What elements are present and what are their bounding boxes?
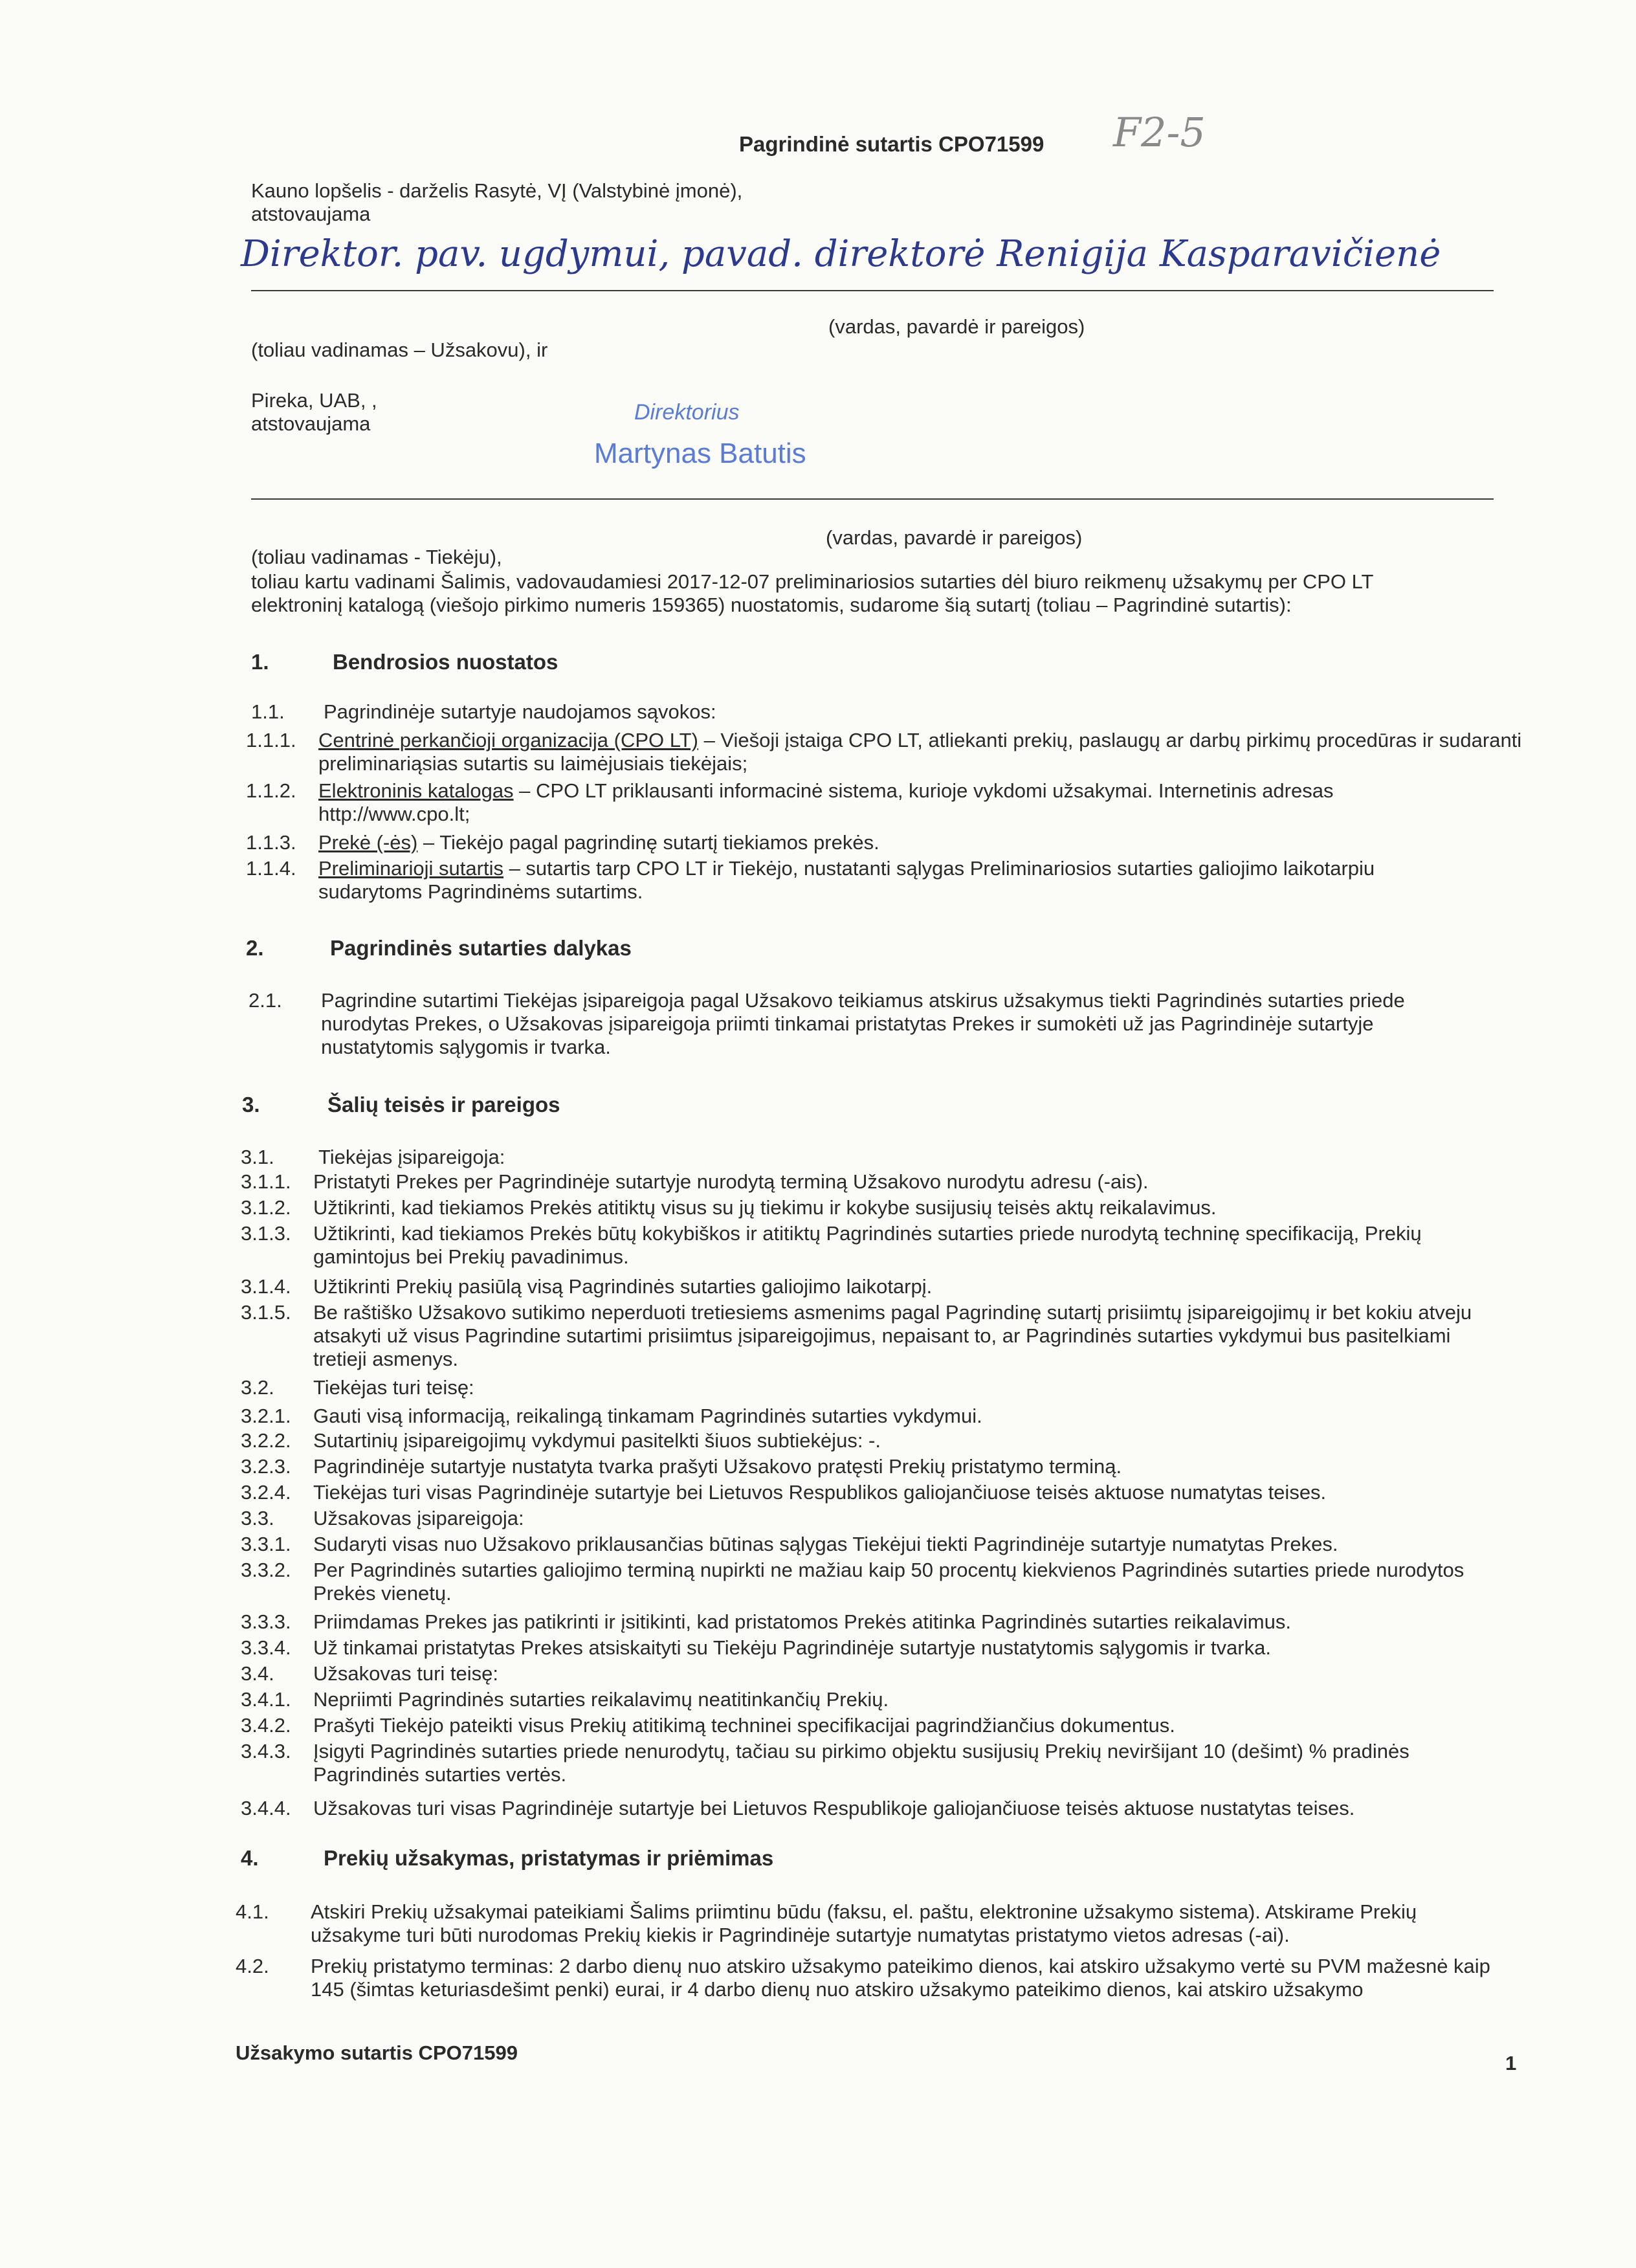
clause-number: 3.2.3. xyxy=(241,1455,291,1478)
customer-name: Kauno lopšelis - darželis Rasytė, VĮ (Valstybinė įmonė), xyxy=(251,179,743,202)
clause-number: 3.2.4. xyxy=(241,1481,291,1504)
clause-number: 3.4.2. xyxy=(241,1714,291,1737)
clause-definition xyxy=(318,857,1483,904)
customer-represented-label: atstovaujama xyxy=(251,203,371,225)
clause-text: Užsakovas įsipareigoja: xyxy=(313,1507,524,1529)
clause-text: Užtikrinti, kad tiekiamos Prekės atitiktų visus su jų tiekimu ir kokybe susijusių teisės aktų reikalavimus. xyxy=(313,1196,1217,1219)
defined-term: Centrinė perkančioji organizacija (CPO LT) xyxy=(318,729,698,751)
customer-handwritten-signature: Direktor. pav. ugdymui, pavad. direktorė Renigija Kasparavičienė xyxy=(241,233,1441,275)
clause-number: 2.1. xyxy=(249,989,282,1012)
clause-text: Per Pagrindinės sutarties galiojimo terminą nupirkti ne mažiau kaip 50 procentų kiekvienos Pagrindinės sutarties priede nurodytos Prekės vienetų. xyxy=(313,1559,1465,1605)
clause-number: 3.3. xyxy=(241,1507,274,1529)
clause-text: Įsigyti Pagrindinės sutarties priede nenurodytų, tačiau su pirkimo objektu susijusių Prekių neviršijant 10 (dešimt) % pradinės Pagrindinės sutarties vertės. xyxy=(313,1740,1409,1786)
section-1-number: 1. xyxy=(251,650,269,674)
clause-text: Prašyti Tiekėjo pateikti visus Prekių atitikimą techninei specifikacijai pagrindžiančius dokumentus. xyxy=(313,1714,1175,1737)
clause-number: 3.2.2. xyxy=(241,1429,291,1452)
name-caption-supplier: (vardas, pavardė ir pareigos) xyxy=(826,526,1083,549)
clause-text: Tiekėjas turi teisę: xyxy=(313,1376,474,1399)
clause-text: Prekių pristatymo terminas: 2 darbo dienų nuo atskiro užsakymo pateikimo dienos, kai atskiro užsakymo vertė su PVM mažesnė kaip 145 (šimtas keturiasdešimt penki) eurai, ir 4 darbo dienų nuo atskiro užsakymo pateikimo dienos, kai atskiro užsakymo xyxy=(311,1955,1490,2001)
clause-number: 3.1.1. xyxy=(241,1170,291,1193)
clause-text: Tiekėjas įsipareigoja: xyxy=(318,1146,505,1168)
clause-definition xyxy=(318,779,1470,826)
name-caption-customer: (vardas, pavardė ir pareigos) xyxy=(828,315,1085,338)
footer-contract-id: Užsakymo sutartis CPO71599 xyxy=(236,2041,518,2064)
clause-number: 3.3.1. xyxy=(241,1533,291,1555)
clause-number: 3.3.3. xyxy=(241,1610,291,1633)
clause-number: 1.1.4. xyxy=(246,857,296,880)
section-1-title: Bendrosios nuostatos xyxy=(333,650,558,674)
clause-text: Pagrindine sutartimi Tiekėjas įsipareigoja pagal Užsakovo teikiamus atskirus užsakymus tiekti Pagrindinės sutarties priede nurodytas Prekes, o Užsakovas įsipareigoja priimti tinkamai pristatytas Prekes ir sumokėti už jas Pagrindinėje sutartyje nustatytomis sąlygomis ir tvarka. xyxy=(321,989,1405,1058)
clause-text: Priimdamas Prekes jas patikrinti ir įsitikinti, kad pristatomos Prekės atitinka Pagrindinės sutarties reikalavimus. xyxy=(313,1610,1291,1633)
clause-text: Nepriimti Pagrindinės sutarties reikalavimų neatitinkančių Prekių. xyxy=(313,1688,889,1711)
clause-text: Pristatyti Prekes per Pagrindinėje sutartyje nurodytą terminą Užsakovo nurodytu adresu (-ais). xyxy=(313,1170,1149,1193)
clause-number: 4.1. xyxy=(236,1900,269,1923)
supplier-represented-label: atstovaujama xyxy=(251,412,371,435)
clause-number: 3.4.4. xyxy=(241,1797,291,1819)
clause-number: 3.2. xyxy=(241,1376,274,1399)
clause-definition xyxy=(318,729,1535,775)
intro-line-2: elektroninį katalogą (viešojo pirkimo numeris 159365) nuostatomis, sudarome šią sutartį (toliau – Pagrindinė sutartis): xyxy=(251,594,1292,616)
defined-term: Prekė (-ės) xyxy=(318,831,418,854)
document-title: Pagrindinė sutartis CPO71599 xyxy=(739,132,1045,156)
stamp-role: Direktorius xyxy=(634,400,740,425)
handwritten-annotation: F2-5 xyxy=(1113,109,1206,156)
supplier-alias: (toliau vadinamas - Tiekėju), xyxy=(251,546,502,568)
clause-number: 3.1. xyxy=(241,1146,274,1168)
section-4-title: Prekių užsakymas, pristatymas ir priėmimas xyxy=(324,1846,774,1870)
clause-number: 3.4.3. xyxy=(241,1740,291,1762)
supplier-signature-line xyxy=(251,498,1494,500)
clause-definition xyxy=(318,831,1600,854)
defined-term: Elektroninis katalogas xyxy=(318,779,514,802)
section-3-title: Šalių teisės ir pareigos xyxy=(327,1093,560,1117)
clause-text: Atskiri Prekių užsakymai pateikiami Šalims priimtinu būdu (faksu, el. paštu, elektronine užsakymo sistema). Atskirame Prekių užsakyme turi būti nurodomas Prekių kiekis ir Pagrindinėje sutartyje numatytas pristatymo vietos adresas (-ai). xyxy=(311,1900,1417,1946)
clause-number: 3.1.4. xyxy=(241,1275,291,1298)
clause-text: Sutartinių įsipareigojimų vykdymui pasitelkti šiuos subtiekėjus: -. xyxy=(313,1429,881,1452)
clause-number: 4.2. xyxy=(236,1955,269,1977)
clause-number: 3.1.2. xyxy=(241,1196,291,1219)
clause-text: Tiekėjas turi visas Pagrindinėje sutartyje bei Lietuvos Respublikos galiojančiuose teisės aktuose numatytas teises. xyxy=(313,1481,1327,1504)
clause-text: Užsakovas turi teisę: xyxy=(313,1662,498,1685)
stamp-name: Martynas Batutis xyxy=(594,438,806,469)
clause-text: Už tinkamai pristatytas Prekes atsiskaityti su Tiekėju Pagrindinėje sutartyje nustatytomis sąlygomis ir tvarka. xyxy=(313,1636,1271,1659)
clause-text: Užtikrinti, kad tiekiamos Prekės būtų kokybiškos ir atitiktų Pagrindinės sutarties priede nurodytą techninę specifikaciją, Prekių gamintojus bei Prekių pavadinimus. xyxy=(313,1222,1422,1268)
definition-text: – sutartis tarp CPO LT ir Tiekėjo, nustatanti sąlygas Preliminariosios sutarties galiojimo laikotarpiu sudarytoms Pagrindinėms sutartims. xyxy=(318,857,1375,903)
clause-number: 3.3.4. xyxy=(241,1636,291,1659)
clause-text: Be raštiško Užsakovo sutikimo neperduoti tretiesiems asmenims pagal Pagrindinę sutartį prisiimtų įsipareigojimų ir bet kokiu atveju atsakyti už visus Pagrindine sutartimi prisiimtus įsipareigojimus, nepaisant to, ar Pagrindinės sutarties vykdymui bus pasitelkiami tretieji asmenys. xyxy=(313,1301,1472,1370)
definition-text: – CPO LT priklausanti informacinė sistema, kurioje vykdomi užsakymai. Internetinis adresas http://www.cpo.lt; xyxy=(318,779,1334,825)
clause-text: Sudaryti visas nuo Užsakovo priklausančias būtinas sąlygas Tiekėjui tiekti Pagrindinėje sutartyje numatytas Prekes. xyxy=(313,1533,1338,1555)
clause-text: Pagrindinėje sutartyje nustatyta tvarka prašyti Užsakovo pratęsti Prekių pristatymo terminą. xyxy=(313,1455,1122,1478)
definition-text: – Tiekėjo pagal pagrindinę sutartį tiekiamos prekės. xyxy=(417,831,879,854)
clause-text: Gauti visą informaciją, reikalingą tinkamam Pagrindinės sutarties vykdymui. xyxy=(313,1405,982,1427)
section-2-title: Pagrindinės sutarties dalykas xyxy=(330,936,632,960)
section-2-number: 2. xyxy=(246,936,264,960)
section-4-number: 4. xyxy=(241,1846,259,1870)
clause-text: Užsakovas turi visas Pagrindinėje sutartyje bei Lietuvos Respublikoje galiojančiuose teisės aktuose nustatytas teises. xyxy=(313,1797,1355,1819)
clause-number: 3.3.2. xyxy=(241,1559,291,1581)
customer-signature-line xyxy=(251,290,1494,291)
clause-number: 3.4. xyxy=(241,1662,274,1685)
clause-number: 1.1.3. xyxy=(246,831,296,854)
clause-number: 1.1.2. xyxy=(246,779,296,802)
clause-number: 3.2.1. xyxy=(241,1405,291,1427)
clause-number: 3.4.1. xyxy=(241,1688,291,1711)
supplier-name: Pireka, UAB, , xyxy=(251,389,377,412)
definition-text: – Viešoji įstaiga CPO LT, atliekanti prekių, paslaugų ar darbų pirkimų procedūras ir sudaranti preliminariąsias sutartis su laimėjusiais tiekėjais; xyxy=(318,729,1522,775)
clause-text: Pagrindinėje sutartyje naudojamos sąvokos: xyxy=(324,700,716,723)
clause-number: 3.1.5. xyxy=(241,1301,291,1324)
defined-term: Preliminarioji sutartis xyxy=(318,857,503,880)
section-3-number: 3. xyxy=(242,1093,260,1117)
clause-text: Užtikrinti Prekių pasiūlą visą Pagrindinės sutarties galiojimo laikotarpį. xyxy=(313,1275,933,1298)
clause-number: 1.1.1. xyxy=(246,729,296,751)
intro-line-1: toliau kartu vadinami Šalimis, vadovaudamiesi 2017-12-07 preliminariosios sutarties dėl biuro reikmenų užsakymų per CPO LT xyxy=(251,570,1374,593)
clause-number: 3.1.3. xyxy=(241,1222,291,1245)
page-number: 1 xyxy=(1505,2052,1517,2074)
clause-number: 1.1. xyxy=(251,700,285,723)
customer-alias: (toliau vadinamas – Užsakovu), ir xyxy=(251,339,548,361)
